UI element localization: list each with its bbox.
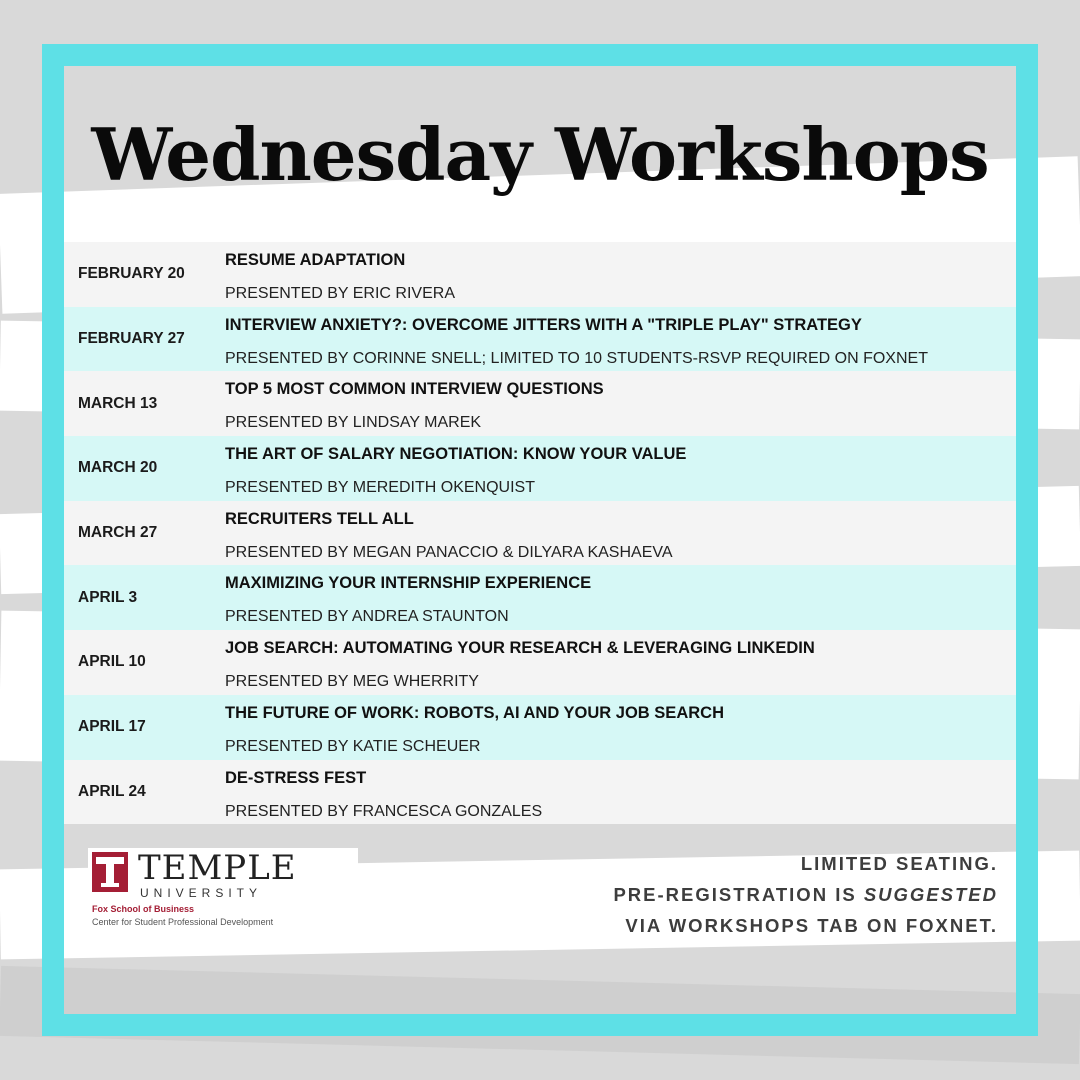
- workshop-row: [64, 371, 1016, 436]
- workshop-presenter: PRESENTED BY MEG WHERRITY: [225, 673, 479, 691]
- workshop-row: [64, 565, 1016, 630]
- temple-logo: [88, 848, 358, 933]
- workshop-date: APRIL 3: [78, 588, 138, 606]
- workshop-presenter: PRESENTED BY CORINNE SNELL; LIMITED TO 10 STUDENTS-RSVP REQUIRED ON FOXNET: [225, 349, 928, 367]
- workshop-topic: JOB SEARCH: AUTOMATING YOUR RESEARCH & LEVERAGING LINKEDIN: [225, 639, 815, 658]
- workshop-topic: RESUME ADAPTATION: [225, 251, 406, 269]
- workshop-topic: THE FUTURE OF WORK: ROBOTS, AI AND YOUR JOB SEARCH: [225, 703, 724, 722]
- notice-line-2: [613, 879, 998, 910]
- workshop-row: [64, 760, 1016, 825]
- workshop-date: MARCH 13: [78, 394, 158, 412]
- logo-name: TEMPLE: [138, 848, 297, 888]
- workshop-date: APRIL 24: [78, 782, 146, 800]
- workshop-topic: TOP 5 MOST COMMON INTERVIEW QUESTIONS: [225, 380, 604, 399]
- workshop-topic: THE ART OF SALARY NEGOTIATION: KNOW YOUR VALUE: [225, 445, 687, 464]
- workshop-date: MARCH 20: [78, 459, 158, 477]
- workshop-topic: RECRUITERS TELL ALL: [225, 509, 414, 528]
- workshop-presenter: PRESENTED BY MEGAN PANACCIO & DILYARA KASHAEVA: [225, 543, 673, 561]
- workshop-presenter: PRESENTED BY LINDSAY MAREK: [225, 414, 482, 432]
- workshop-presenter: PRESENTED BY MEREDITH OKENQUIST: [225, 479, 535, 497]
- notice-line-2-emphasis: SUGGESTED: [863, 884, 998, 905]
- workshop-row: [64, 307, 1016, 372]
- workshop-row: [64, 242, 1016, 307]
- workshop-row: [64, 630, 1016, 695]
- workshop-row: [64, 501, 1016, 566]
- workshop-presenter: PRESENTED BY ANDREA STAUNTON: [225, 608, 509, 626]
- workshop-topic: DE-STRESS FEST: [225, 768, 367, 787]
- workshop-row: [64, 695, 1016, 760]
- notice-line-1: LIMITED SEATING.: [800, 853, 998, 874]
- logo-center: Center for Student Professional Development: [92, 917, 274, 927]
- logo-school: Fox School of Business: [92, 904, 195, 914]
- notice-line-3: VIA WORKSHOPS TAB ON FOXNET.: [625, 915, 998, 936]
- registration-notice: [613, 848, 998, 941]
- workshop-row: [64, 436, 1016, 501]
- page-title: Wednesday Workshops: [91, 112, 989, 197]
- workshop-date: FEBRUARY 20: [78, 265, 185, 283]
- workshop-presenter: PRESENTED BY FRANCESCA GONZALES: [225, 802, 543, 820]
- workshop-presenter: PRESENTED BY ERIC RIVERA: [225, 285, 455, 302]
- workshop-date: APRIL 10: [78, 653, 146, 671]
- workshop-date: FEBRUARY 27: [78, 330, 185, 348]
- workshop-topic: INTERVIEW ANXIETY?: OVERCOME JITTERS WITH A "TRIPLE PLAY" STRATEGY: [225, 315, 862, 334]
- notice-line-2-prefix: PRE-REGISTRATION IS: [613, 884, 864, 905]
- workshop-topic: MAXIMIZING YOUR INTERNSHIP EXPERIENCE: [225, 574, 592, 593]
- temple-t-icon: [92, 852, 128, 892]
- workshop-date: APRIL 17: [78, 718, 146, 736]
- workshop-date: MARCH 27: [78, 524, 158, 542]
- logo-university: UNIVERSITY: [140, 886, 263, 900]
- workshop-schedule: [64, 242, 1016, 824]
- workshop-presenter: PRESENTED BY KATIE SCHEUER: [225, 737, 481, 755]
